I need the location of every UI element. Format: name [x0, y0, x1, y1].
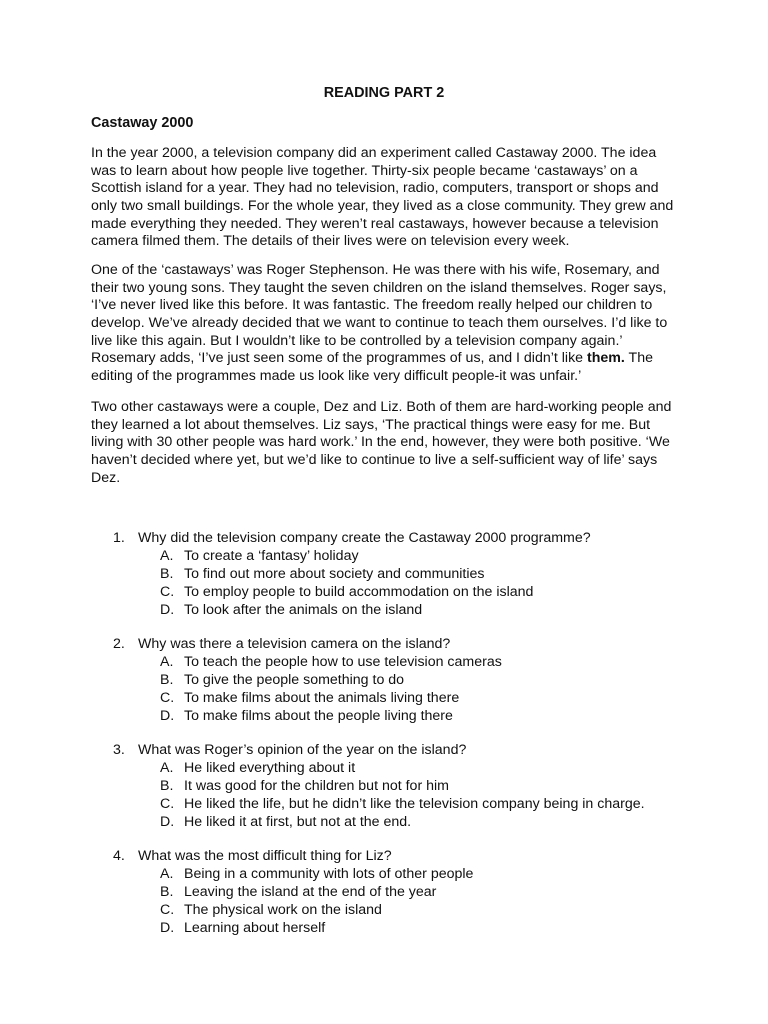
passage-line: made everything they needed. They weren’t real castaways, however because a television	[91, 215, 659, 232]
passage-line: camera filmed them. The details of their lives were on television every week.	[91, 233, 570, 250]
answer-option-c	[160, 583, 693, 601]
option-text: Learning about herself	[184, 920, 326, 937]
option-letter: C.	[160, 796, 175, 813]
option-letter: B.	[160, 672, 174, 689]
option-letter: C.	[160, 584, 175, 601]
option-letter: A.	[160, 548, 174, 564]
emphasis-word: them.	[587, 350, 625, 367]
passage-line: ‘I’ve never lived like this before. It was fantastic. The freedom really helped our children to	[91, 297, 653, 314]
option-letter: C.	[160, 690, 175, 707]
answer-option-b	[160, 777, 693, 795]
answer-option-b	[160, 671, 693, 689]
answer-options	[160, 759, 693, 831]
question-number: 4.	[113, 848, 125, 864]
option-text: It was good for the children but not for him	[184, 778, 449, 795]
question-number: 1.	[113, 530, 125, 546]
passage-line: Two other castaways were a couple, Dez and Liz. Both of them are hard-working people and	[91, 399, 672, 415]
passage-line: their two young sons. They taught the seven children on the island themselves. Roger says,	[91, 279, 667, 296]
option-text: To look after the animals on the island	[184, 602, 423, 619]
question-stem	[113, 741, 693, 759]
passage-line: living with 30 other people was hard work.’ In the end, however, they were both positive. ‘We	[91, 434, 670, 451]
question-text: Why was there a television camera on the island?	[138, 636, 451, 652]
passage-line: In the year 2000, a television company did an experiment called Castaway 2000. The idea	[91, 145, 657, 161]
article-title: Castaway 2000	[91, 115, 194, 131]
answer-options	[160, 865, 693, 937]
option-letter: B.	[160, 884, 174, 901]
option-text: Leaving the island at the end of the year	[184, 884, 437, 901]
passage-line: only two small buildings. For the whole year, they lived as a close community. They grew and	[91, 198, 674, 215]
question-4	[113, 847, 693, 937]
option-letter: D.	[160, 920, 175, 937]
answer-option-b	[160, 883, 693, 901]
emphasis-tail: The	[624, 350, 653, 367]
question-stem	[113, 529, 693, 547]
option-letter: D.	[160, 814, 175, 831]
answer-option-a	[160, 653, 693, 671]
answer-option-d	[160, 813, 693, 831]
option-text: To give the people something to do	[184, 672, 405, 689]
option-letter: A.	[160, 760, 174, 776]
passage-line: was to learn about how people live together. Thirty-six people became ‘castaways’ on a	[91, 162, 638, 179]
question-2	[113, 635, 693, 725]
question-1	[113, 529, 693, 619]
answer-option-a	[160, 759, 693, 777]
answer-option-b	[160, 565, 693, 583]
option-letter: D.	[160, 602, 175, 619]
passage-line-with-emphasis	[91, 350, 691, 368]
passage-line: editing of the programmes made us look like very difficult people-it was unfair.’	[91, 368, 582, 385]
passage-line: live like this again. But I wouldn’t like to be controlled by a television company again.’	[91, 332, 623, 349]
passage-paragraph-2	[91, 262, 691, 386]
option-text: To make films about the people living there	[184, 708, 453, 725]
passage-line: Scottish island for a year. They had no television, radio, computers, transport or shops and	[91, 180, 659, 197]
option-letter: A.	[160, 866, 174, 882]
question-number: 3.	[113, 742, 125, 758]
option-text: To employ people to build accommodation on the island	[184, 584, 534, 601]
passage-paragraph-1	[91, 145, 691, 251]
answer-options	[160, 653, 693, 725]
option-text: Being in a community with lots of other people	[184, 866, 474, 882]
option-text: To teach the people how to use television cameras	[184, 654, 502, 670]
option-text: The physical work on the island	[184, 902, 382, 919]
question-text: What was Roger’s opinion of the year on the island?	[138, 742, 467, 758]
option-letter: A.	[160, 654, 174, 670]
passage-line-text: Rosemary adds, ‘I’ve just seen some of the programmes of us, and I didn’t like	[91, 350, 588, 367]
option-letter: C.	[160, 902, 175, 919]
answer-option-c	[160, 795, 693, 813]
option-text: He liked it at first, but not at the end.	[184, 814, 412, 831]
answer-option-d	[160, 601, 693, 619]
question-stem	[113, 847, 693, 865]
option-text: He liked everything about it	[184, 760, 356, 776]
question-text: What was the most difficult thing for Liz?	[138, 848, 392, 864]
option-letter: B.	[160, 778, 174, 795]
passage-line: haven’t decided where yet, but we’d like to continue to live a self-sufficient way of life’ says	[91, 452, 658, 469]
answer-option-a	[160, 865, 693, 883]
answer-option-d	[160, 707, 693, 725]
option-letter: B.	[160, 566, 174, 583]
answer-option-a	[160, 547, 693, 565]
option-text: He liked the life, but he didn’t like the television company being in charge.	[184, 796, 645, 813]
section-heading: READING PART 2	[323, 85, 445, 101]
option-text: To create a ‘fantasy’ holiday	[184, 548, 359, 564]
passage-line: develop. We’ve already decided that we want to continue to teach them ourselves. I’d like to	[91, 315, 668, 332]
question-number: 2.	[113, 636, 125, 652]
question-3	[113, 741, 693, 831]
option-text: To make films about the animals living there	[184, 690, 460, 707]
answer-option-c	[160, 689, 693, 707]
passage-line: they learned a lot about themselves. Liz says, ‘The practical things were easy for me. But	[91, 416, 651, 433]
answer-options	[160, 547, 693, 619]
answer-option-c	[160, 901, 693, 919]
question-text: Why did the television company create the Castaway 2000 programme?	[138, 530, 591, 546]
option-text: To find out more about society and communities	[184, 566, 485, 583]
answer-option-d	[160, 919, 693, 937]
passage-line: Dez.	[91, 469, 121, 486]
option-letter: D.	[160, 708, 175, 725]
passage-line: One of the ‘castaways’ was Roger Stephenson. He was there with his wife, Rosemary, and	[91, 262, 660, 278]
passage-paragraph-3	[91, 399, 691, 487]
question-stem	[113, 635, 693, 653]
